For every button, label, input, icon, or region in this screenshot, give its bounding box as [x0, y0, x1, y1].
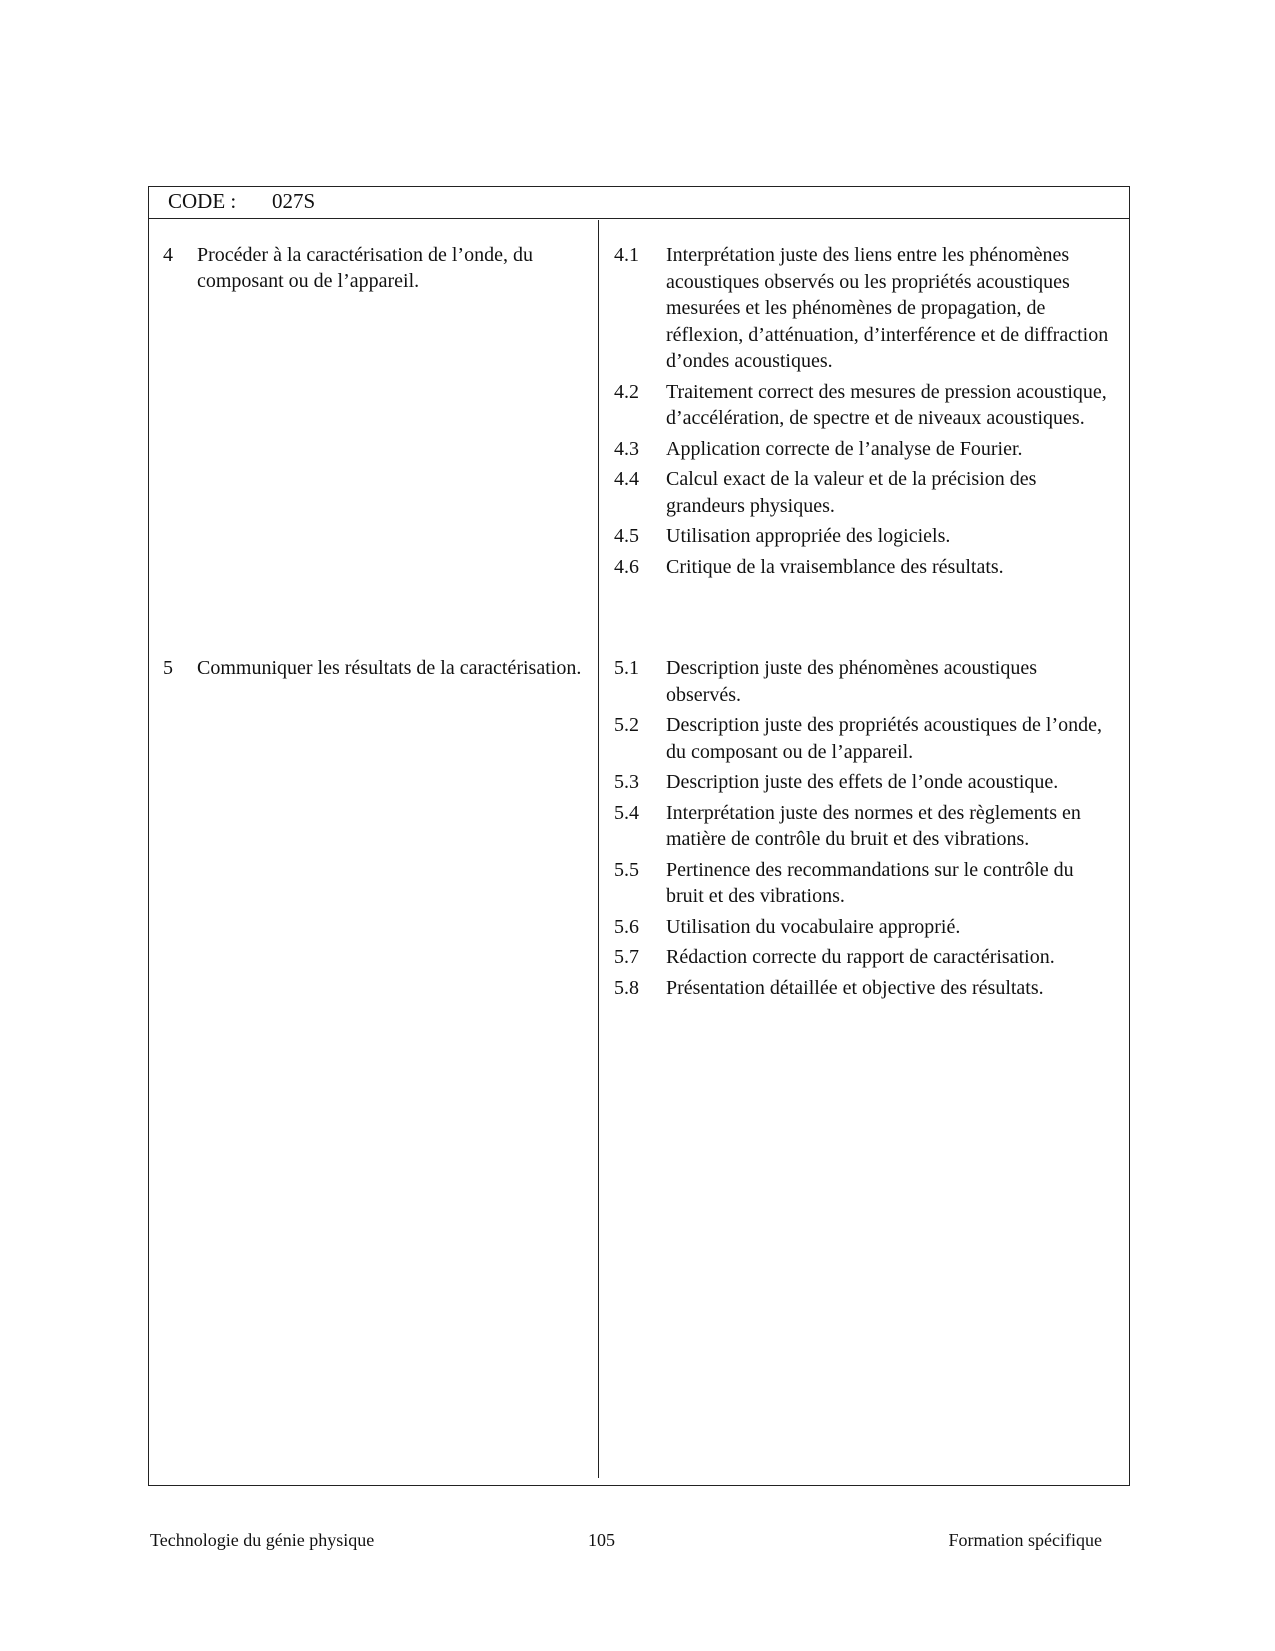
footer-program: Technologie du génie physique: [150, 1530, 375, 1550]
criterion-4-3: [614, 436, 1114, 463]
criterion-number: 4.4: [614, 468, 639, 490]
header-rule: [148, 218, 1130, 219]
criterion-text: Utilisation appropriée des logiciels.: [666, 525, 951, 547]
criterion-5-5: [614, 857, 1114, 910]
criterion-4-4: [614, 466, 1114, 519]
criterion-text: Présentation détaillée et objective des résultats.: [666, 976, 1044, 999]
criterion-text: Utilisation du vocabulaire approprié.: [666, 915, 961, 938]
criterion-text: Description juste des propriétés acoustiques de l’onde, du composant ou de l’appareil.: [666, 714, 1102, 763]
criterion-text: Traitement correct des mesures de pression acoustique, d’accélération, de spectre et de niveaux acoustiques.: [666, 380, 1107, 429]
competency-number: 5: [163, 657, 173, 679]
criterion-text: Interprétation juste des liens entre les phénomènes acoustiques observés ou les propriétés acoustiques mesurées et les phénomènes de propagation, de réflexion, d’atténuation, d’interférence et de diffraction d’ondes acoustiques.: [666, 244, 1109, 372]
criterion-4-2: [614, 379, 1114, 432]
criterion-4-1: [614, 242, 1114, 375]
criteria-list-5: [614, 655, 1114, 1005]
criterion-number: 5.5: [614, 858, 639, 881]
criterion-text: Description juste des effets de l’onde acoustique.: [666, 771, 1059, 793]
criterion-number: 4.1: [614, 244, 639, 266]
criterion-4-5: [614, 523, 1114, 550]
code-label: CODE :: [168, 189, 237, 213]
criterion-number: 4.6: [614, 555, 639, 578]
criterion-number: 5.1: [614, 657, 639, 679]
criterion-5-1: [614, 655, 1114, 708]
criterion-5-8: [614, 975, 1114, 1002]
competency-text: Communiquer les résultats de la caractérisation.: [197, 657, 582, 679]
criterion-text: Calcul exact de la valeur et de la précision des grandeurs physiques.: [666, 468, 1037, 517]
criterion-number: 4.3: [614, 437, 639, 460]
criterion-number: 5.6: [614, 915, 639, 938]
criteria-list-4: [614, 242, 1114, 584]
competency-number: 4: [163, 244, 173, 266]
footer-page-number: 105: [588, 1530, 615, 1550]
criterion-number: 5.4: [614, 801, 639, 824]
criterion-5-6: [614, 914, 1114, 941]
criterion-5-4: [614, 800, 1114, 853]
criterion-text: Pertinence des recommandations sur le contrôle du bruit et des vibrations.: [666, 858, 1074, 907]
criterion-number: 5.2: [614, 714, 639, 736]
criterion-5-7: [614, 944, 1114, 971]
criterion-text: Interprétation juste des normes et des règlements en matière de contrôle du bruit et des vibrations.: [666, 801, 1081, 850]
criterion-number: 4.2: [614, 380, 639, 403]
criterion-text: Critique de la vraisemblance des résultats.: [666, 555, 1004, 578]
criterion-5-2: [614, 712, 1114, 765]
criterion-number: 5.3: [614, 771, 639, 793]
criterion-number: 4.5: [614, 525, 639, 547]
criterion-5-3: [614, 769, 1114, 796]
criterion-number: 5.8: [614, 976, 639, 999]
criterion-4-6: [614, 554, 1114, 581]
competency-4: [163, 242, 583, 294]
competency-5: [163, 655, 583, 681]
criterion-text: Rédaction correcte du rapport de caractérisation.: [666, 946, 1055, 968]
criterion-number: 5.7: [614, 946, 639, 968]
column-divider: [598, 220, 599, 1478]
criterion-text: Description juste des phénomènes acoustiques observés.: [666, 657, 1038, 706]
footer-section: Formation spécifique: [948, 1530, 1102, 1550]
competency-text: Procéder à la caractérisation de l’onde, du composant ou de l’appareil.: [197, 244, 533, 292]
code-value: 027S: [272, 189, 316, 213]
criterion-text: Application correcte de l’analyse de Fourier.: [666, 437, 1023, 460]
